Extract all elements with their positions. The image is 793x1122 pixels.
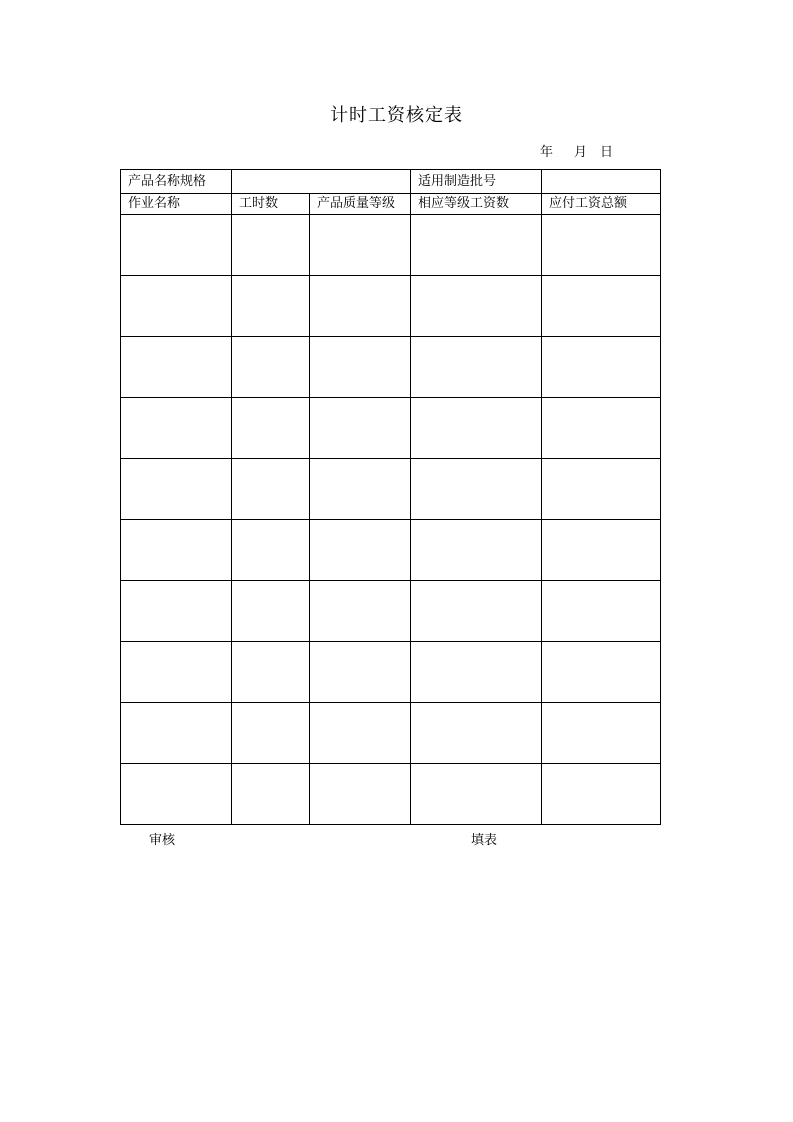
hours-cell[interactable]	[232, 764, 310, 825]
product-info-row	[121, 170, 661, 194]
grade-wage-cell[interactable]	[411, 764, 542, 825]
table-row	[121, 581, 661, 642]
operation-cell[interactable]	[121, 276, 232, 337]
total-wage-cell[interactable]	[542, 642, 661, 703]
column-header-row	[121, 194, 661, 215]
column-header-grade-wage: 相应等级工资数	[411, 194, 542, 215]
total-wage-cell[interactable]	[542, 764, 661, 825]
quality-grade-cell[interactable]	[310, 398, 411, 459]
table-row	[121, 398, 661, 459]
quality-grade-cell[interactable]	[310, 276, 411, 337]
column-header-hours: 工时数	[232, 194, 310, 215]
table-row	[121, 764, 661, 825]
hours-cell[interactable]	[232, 520, 310, 581]
total-wage-cell[interactable]	[542, 520, 661, 581]
hours-cell[interactable]	[232, 581, 310, 642]
column-header-quality-grade: 产品质量等级	[310, 194, 411, 215]
document-title: 计时工资核定表	[330, 105, 463, 126]
operation-cell[interactable]	[121, 215, 232, 276]
operation-cell[interactable]	[121, 581, 232, 642]
batch-number-label: 适用制造批号	[411, 170, 542, 194]
quality-grade-cell[interactable]	[310, 764, 411, 825]
operation-cell[interactable]	[121, 337, 232, 398]
total-wage-cell[interactable]	[542, 276, 661, 337]
grade-wage-cell[interactable]	[411, 703, 542, 764]
table-row	[121, 459, 661, 520]
operation-cell[interactable]	[121, 703, 232, 764]
total-wage-cell[interactable]	[542, 459, 661, 520]
total-wage-cell[interactable]	[542, 703, 661, 764]
hours-cell[interactable]	[232, 337, 310, 398]
grade-wage-cell[interactable]	[411, 276, 542, 337]
table-row	[121, 337, 661, 398]
table-row	[121, 703, 661, 764]
table-row	[121, 276, 661, 337]
hours-cell[interactable]	[232, 459, 310, 520]
quality-grade-cell[interactable]	[310, 642, 411, 703]
quality-grade-cell[interactable]	[310, 581, 411, 642]
date-year-label: 年	[540, 145, 554, 160]
quality-grade-cell[interactable]	[310, 337, 411, 398]
product-spec-label: 产品名称规格	[121, 170, 232, 194]
operation-cell[interactable]	[121, 520, 232, 581]
grade-wage-cell[interactable]	[411, 581, 542, 642]
hours-cell[interactable]	[232, 642, 310, 703]
table-row	[121, 215, 661, 276]
column-header-total-wage: 应付工资总额	[542, 194, 661, 215]
quality-grade-cell[interactable]	[310, 703, 411, 764]
fill-form-label: 填表	[471, 833, 498, 848]
hours-cell[interactable]	[232, 703, 310, 764]
grade-wage-cell[interactable]	[411, 642, 542, 703]
grade-wage-cell[interactable]	[411, 520, 542, 581]
quality-grade-cell[interactable]	[310, 215, 411, 276]
total-wage-cell[interactable]	[542, 215, 661, 276]
operation-cell[interactable]	[121, 459, 232, 520]
hours-cell[interactable]	[232, 215, 310, 276]
hours-cell[interactable]	[232, 276, 310, 337]
total-wage-cell[interactable]	[542, 398, 661, 459]
product-spec-field[interactable]	[232, 170, 411, 194]
grade-wage-cell[interactable]	[411, 398, 542, 459]
wage-form-table	[120, 169, 661, 825]
review-label: 审核	[149, 833, 176, 848]
grade-wage-cell[interactable]	[411, 337, 542, 398]
hours-cell[interactable]	[232, 398, 310, 459]
quality-grade-cell[interactable]	[310, 520, 411, 581]
date-day-label: 日	[600, 145, 614, 160]
operation-cell[interactable]	[121, 398, 232, 459]
total-wage-cell[interactable]	[542, 337, 661, 398]
column-header-operation: 作业名称	[121, 194, 232, 215]
table-row	[121, 520, 661, 581]
total-wage-cell[interactable]	[542, 581, 661, 642]
date-month-label: 月	[574, 145, 588, 160]
grade-wage-cell[interactable]	[411, 459, 542, 520]
operation-cell[interactable]	[121, 642, 232, 703]
batch-number-field[interactable]	[542, 170, 661, 194]
grade-wage-cell[interactable]	[411, 215, 542, 276]
operation-cell[interactable]	[121, 764, 232, 825]
quality-grade-cell[interactable]	[310, 459, 411, 520]
table-row	[121, 642, 661, 703]
